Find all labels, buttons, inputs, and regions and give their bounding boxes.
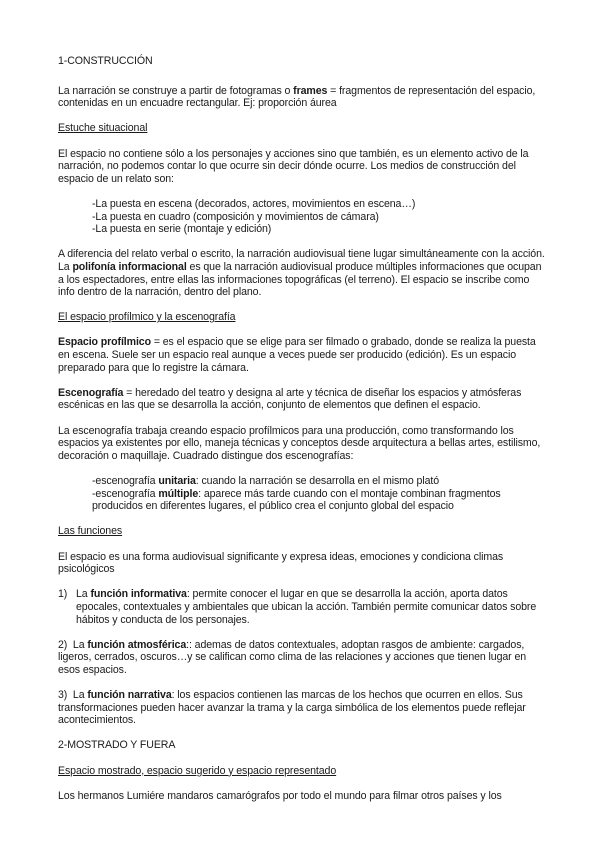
- paragraph-espacio: El espacio no contiene sólo a los personajes y acciones sino que también, es un elemento activo de la narración, no podemos contar lo que ocurre sin decir dónde ocurre. Los medios de construcción del espacio de un relato son:: [58, 147, 529, 185]
- subheading-estuche-situacional: Estuche situacional: [58, 122, 148, 135]
- paragraph-escenografia-trabajo: La escenografía trabaja creando espacio profílmicos para una producción, como transformando los espacios ya existentes por ello, maneja técnicas y conceptos desde arquitectura a bellas artes, estilismo, decoración o maquillaje. Cuadrado distingue dos escenografías:: [58, 424, 541, 462]
- section-heading-mostrado: 2-MOSTRADO Y FUERA: [58, 739, 176, 752]
- bold-term: Escenografía: [58, 386, 124, 399]
- bold-term: función narrativa: [87, 689, 172, 702]
- text: : aparece más tarde cuando con el montaje combinan fragmentos producidos en diferentes lugares, el público crea el conjunto global del espacio: [92, 487, 501, 513]
- text: : permite conocer el lugar en que se desarrolla la acción, aporta datos epocales, contextuales y ambientales que ubican la acción. También permite comunicar datos sobre hábitos y conducta de los personajes.: [76, 588, 537, 626]
- list-item: [92, 488, 546, 513]
- text: : los espacios contienen las marcas de los hechos que ocurren en ellos. Sus transformaciones pueden hacer avanzar la trama y la carga simbólica de los elementos puede reflejar acontecimientos.: [58, 689, 526, 727]
- list-medios: [58, 198, 546, 236]
- document-page: [58, 55, 546, 815]
- list-item: -La puesta en escena (decorados, actores, movimientos en escena…): [92, 197, 416, 210]
- bold-term: función informativa: [90, 588, 187, 601]
- text: es que la narración audiovisual produce múltiples informaciones que ocupan a los espectadores, entre ellas las informaciones topográficas (el terreno). El espacio se inscribe como info dentro de la narración, dentro del plano.: [58, 260, 542, 299]
- text: -escenografía: [92, 487, 159, 500]
- subheading-espacio-profilmico: El espacio profílmico y la escenografía: [58, 311, 236, 324]
- text: La narración se construye a partir de fotogramas o: [58, 84, 294, 97]
- bold-term: frames: [293, 84, 328, 97]
- paragraph-funciones-intro: El espacio es una forma audiovisual significante y expresa ideas, emociones y condiciona climas psicológicos: [58, 550, 504, 576]
- text: :: ademas de datos contextuales, adoptan rasgos de ambiente: cargados, ligeros, cerrados, oscuros…y se califican como clima de las relaciones y acciones que tienen lugar en esos espacios.: [58, 638, 527, 676]
- item-number: 2): [58, 638, 68, 651]
- list-item: -La puesta en cuadro (composición y movimientos de cámara): [92, 210, 379, 223]
- list-escenografias: [58, 475, 546, 513]
- list-item: -La puesta en serie (montaje y edición): [92, 223, 272, 236]
- text: La: [72, 638, 88, 651]
- paragraph-espacio-profilmico: [58, 336, 546, 374]
- paragraph-polifonia: [58, 248, 546, 298]
- item-number: 3): [58, 689, 68, 702]
- section-heading-construccion: 1-CONSTRUCCIÓN: [58, 55, 153, 67]
- item-number: 1): [58, 588, 68, 601]
- subheading-funciones: Las funciones: [58, 525, 123, 538]
- text: = fragmentos de representación del espacio, contenidas en un encuadre rectangular. Ej: proporción áurea: [58, 84, 536, 110]
- bold-term: función atmosférica: [87, 638, 187, 651]
- text: -escenografía: [92, 475, 159, 487]
- bold-term: múltiple: [158, 487, 199, 500]
- text: La: [76, 588, 91, 601]
- paragraph-lumiere: Los hermanos Lumiére mandaros camarógrafos por todo el mundo para filmar otros países y los: [58, 789, 502, 802]
- bold-term: polifonía informacional: [72, 260, 187, 273]
- bold-term: Espacio profílmico: [58, 336, 151, 349]
- numbered-item-atmosferica: [58, 639, 546, 677]
- text: La: [72, 689, 88, 702]
- list-item: [92, 475, 546, 488]
- bold-term: unitaria: [158, 475, 196, 487]
- text: A diferencia del relato verbal o escrito, la narración audiovisual tiene lugar simultáneamente con la acción. La: [58, 248, 545, 273]
- text: = heredado del teatro y designa al arte y técnica de diseñar los espacios y atmósferas escénicas en las que se desarrolla la acción, conjunto de elementos que definen el espacio.: [58, 386, 522, 412]
- numbered-item-informativa: [58, 588, 546, 626]
- text: : cuando la narración se desarrolla en el mismo plató: [195, 475, 439, 487]
- paragraph-escenografia: [58, 387, 546, 412]
- paragraph-frames: [58, 85, 546, 110]
- numbered-item-narrativa: [58, 689, 546, 727]
- item-text: [76, 588, 546, 626]
- text: = es el espacio que se elige para ser filmado o grabado, donde se realiza la puesta en escena. Suele ser un espacio real aunque a veces puede ser producido (edición). Es un espacio preparado para que lo registre la cámara.: [58, 336, 536, 374]
- subheading-espacio-mostrado: Espacio mostrado, espacio sugerido y espacio representado: [58, 764, 337, 777]
